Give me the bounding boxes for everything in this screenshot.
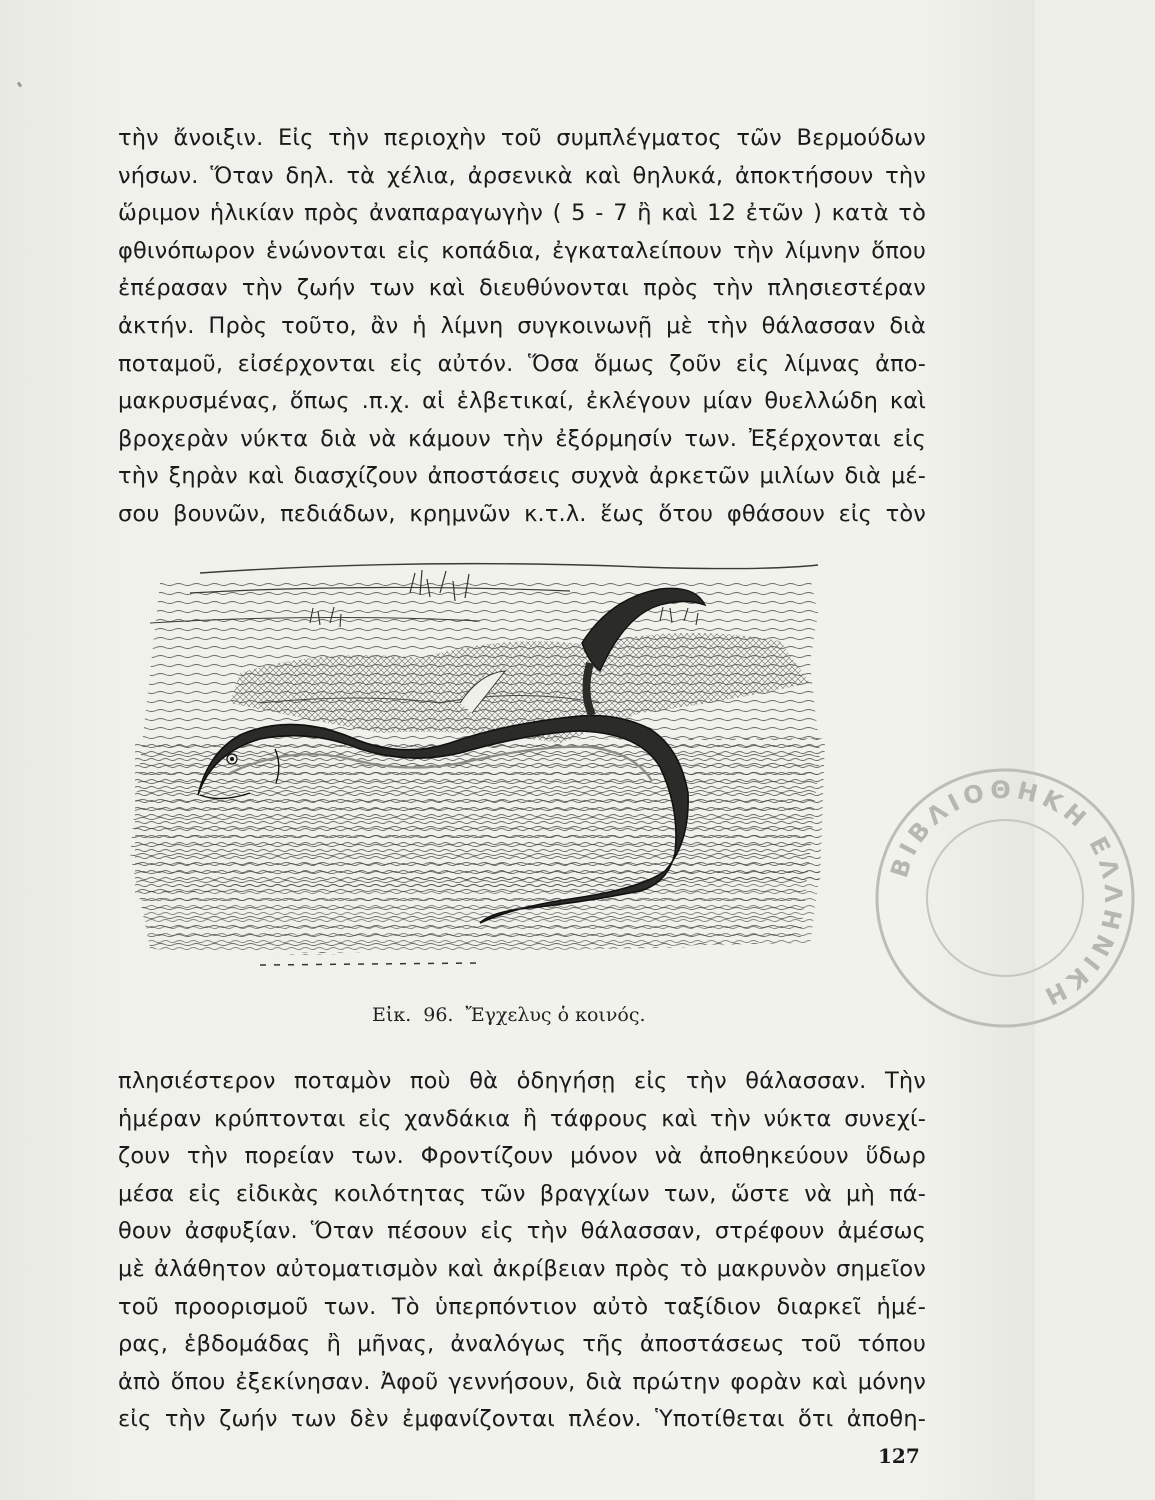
text-line: ἡμέραν κρύπτονται εἰς χανδάκια ἢ τάφρους καὶ τὴν νύκτα συνεχί- [118,1105,926,1132]
library-stamp [855,748,1155,1048]
text-line: φθινόπωρον ἑνώνονται εἰς κοπάδια, ἐγκαταλείπουν τὴν λίμνην ὅπου [118,237,926,264]
paper-speck [17,82,22,88]
text-line: ἀκτήν. Πρὸς τοῦτο, ἂν ἡ λίμνη συγκοινωνῇ μὲ τὴν θάλασσαν διὰ [118,312,926,339]
figure-caption [372,1004,646,1026]
figure-name: Ἔγχελυς ὁ κοινός. [465,1004,646,1026]
text-line: ὥριμον ἡλικίαν πρὸς ἀναπαραγωγὴν ( 5 - 7 ἢ καὶ 12 ἐτῶν ) κατὰ τὸ [118,200,926,227]
dashed-baseline [260,963,480,965]
stamp-text: ΒΙΒΛΙΟΘΗΚΗ ΕΛΛΗΝΙΚΗ [885,775,1128,1013]
text-line: ἀπὸ ὅπου ἐξεκίνησαν. Ἀφοῦ γεννήσουν, διὰ πρώτην φορὰν καὶ μόνην [118,1368,926,1395]
eel-illustration [120,553,830,973]
text-line: βροχερὰν νύκτα διὰ νὰ κάμουν τὴν ἐξόρμησίν των. Ἐξέρχονται εἰς [118,425,926,452]
figure-number: 96. [423,1004,454,1026]
text-line: ἐπέρασαν τὴν ζωήν των καὶ διευθύνονται πρὸς τὴν πλησιεστέραν [118,275,926,302]
figure-label: Εἰκ. [372,1004,412,1026]
text-line: τὴν ἄνοιξιν. Εἰς τὴν περιοχὴν τοῦ συμπλέγματος τῶν Βερμούδων [118,125,926,151]
text-line: θουν ἀσφυξίαν. Ὅταν πέσουν εἰς τὴν θάλασσαν, στρέφουν ἀμέσως [118,1218,926,1245]
text-line: ρας, ἑβδομάδας ἢ μῆνας, ἀναλόγως τῆς ἀποστάσεως τοῦ τόπου [118,1331,926,1358]
top-paragraph [118,120,926,534]
text-line: εἰς τὴν ζωήν των δὲν ἐμφανίζονται πλέον. Ὑποτίθεται ὅτι ἀποθη- [118,1406,926,1433]
text-line: τοῦ προορισμοῦ των. Τὸ ὑπερπόντιον αὐτὸ ταξίδιον διαρκεῖ ἡμέ- [118,1293,926,1320]
text-line: τὴν ξηρὰν καὶ διασχίζουν ἀποστάσεις συχνὰ ἀρκετῶν μιλίων διὰ μέ- [118,463,926,490]
text-line: νήσων. Ὅταν δηλ. τὰ χέλια, ἀρσενικὰ καὶ θηλυκά, ἀποκτήσουν τὴν [118,162,926,189]
svg-text:ΒΙΒΛΙΟΘΗΚΗ ΕΛΛΗΝΙΚΗ [885,776,1127,1013]
text-line: ποταμοῦ, εἰσέρχονται εἰς αὐτόν. Ὅσα ὅμως ζοῦν εἰς λίμνας ἀπο- [118,350,926,377]
text-line: μὲ ἀλάθητον αὐτοματισμὸν καὶ ἀκρίβειαν πρὸς τὸ μακρυνὸν σημεῖον [118,1255,926,1282]
text-line: πλησιέστερον ποταμὸν ποὺ θὰ ὁδηγήσῃ εἰς τὴν θάλασσαν. Τὴν [118,1068,926,1094]
text-line: μέσα εἰς εἰδικὰς κοιλότητας τῶν βραγχίων των, ὥστε νὰ μὴ πά- [118,1180,926,1207]
bottom-paragraph [118,1063,926,1439]
page-number: 127 [878,1444,920,1468]
text-line: ζουν τὴν πορείαν των. Φροντίζουν μόνον νὰ ἀποθηκεύουν ὕδωρ [118,1143,926,1170]
text-line: μακρυσμένας, ὅπως .π.χ. αἱ ἑλβετικαί, ἐκλέγουν μίαν θυελλώδη καὶ [118,388,926,415]
text-line: σου βουνῶν, πεδιάδων, κρημνῶν κ.τ.λ. ἕως ὅτου φθάσουν εἰς τὸν [118,500,926,527]
